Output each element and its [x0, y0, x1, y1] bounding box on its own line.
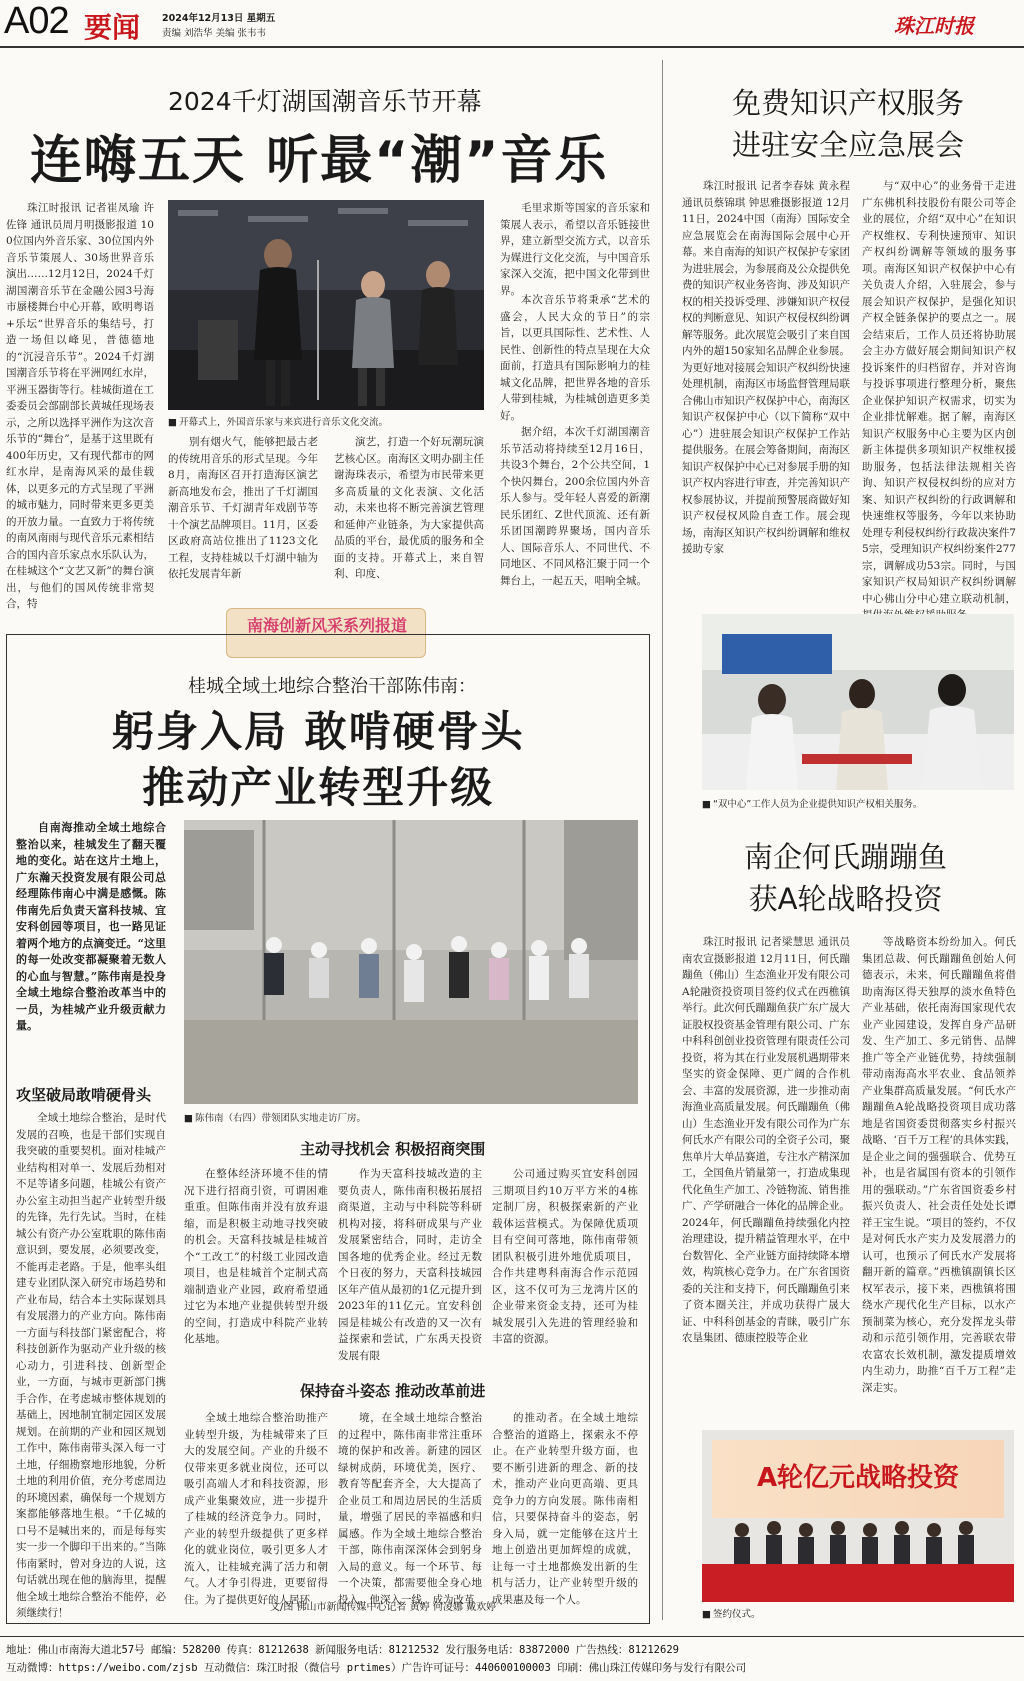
editor-credit: 责编 刘浩华 美编 张韦韦 [162, 28, 267, 39]
article3-sub2-col2: 作为天富科技城改造的主要负责人，陈伟南积极拓展招商渠道，主动与中科院等科研机构对接，将科研成果与产业发展紧密结合，同时，走访全国各地的优秀企业。经过无数个日夜的努力，天富科技城园区年产值从最初的1亿元提升到2023年的11亿元。宜安科创园是桂城公有改造的又一次有益探索和尝试，广东禹天投资发展有限 [338, 1168, 482, 1362]
footer-contact: 地址：佛山市南海大道北57号 邮编：528200 传真：81212638 新闻服务电话：81212532 发行服务电话：83872000 广告热线：81212629 [6, 1644, 679, 1656]
factory-visit-photo [184, 820, 638, 1104]
article3-sub2-col1: 在整体经济环境不佳的情况下进行招商引资，可谓困难重重。但陈伟南并没有放弃退缩，而是积极主动地寻找突破的机会。天富科技城是桂城首个“工改工”的村级工业园改造项目，也是桂城首个定制式高端制造业产业园，政府希望通过它为本地产业提供转型升级的空间，打造成中科院产业转化基地。 [184, 1168, 328, 1345]
footer-license: 互动微博：https://weibo.com/zjsb 互动微信：珠江时报（微信号 prtimes）广告许可证号：440600100003 印刷：佛山珠江传媒印务与发行有限公司 [6, 1662, 747, 1674]
article3-sub1-text: 全域土地综合整治，是时代发展的召唤，也是干部们实现自我突破的重要契机。面对桂城产业结构相对单一、发展后劲相对不足等诸多问题，桂城公有资产办公室主动担当起产业转型升级的先锋，先行先试。当时，在桂城公有资产办公室耽职的陈伟南意识到，要发展，必须要改变，不能再走老路。于是，他率头组建专业团队深入研究市场趋势和产业布局，结合本土实际谋划具有发展潜力的产业方向。陈伟南一方面与科技部门紧密配合，将科技创新作为驱动产业升级的核心动力，引进科技、创新型企业，一方面，与城市更新部门携手合作，在考虑城市整体规划的基础上，因地制宜制定园区发展规划。在前期的产业和园区规划工作中，陈伟南带头深入每一寸土地，仔细勘察地形地貌，分析土地的利用价值，充分考虑周边的环境因素，确保每一个规划方案都能够落地生根。“千亿城的口号不是喊出来的，而是每每实实一步一个脚印干出来的。”当陈伟南紧时，曾对身边的人说，这句话就出现在他的脑海里，提醒他全域土地综合整治不能停，必须继续行！ [16, 1112, 166, 1619]
article1-text-col3: 演艺，打造一个好玩潮玩演艺核心区。南海区文明办副主任谢海珠表示，希望为市民带来更多高质量的文化表演、文化活动，未来也将不断完善演艺管理和延伸产业链条，为大家提供高品质的平台，最优质的服务和全面的支持。开幕式上，来自智利、印度、 [334, 436, 484, 580]
article1-text-col5: 据介绍，本次千灯湖国潮音乐节活动将持续至12月16日，共设3个舞台，2个公共空间，1个快闪舞台，200余位国内外音乐人参与。受年轻人喜爱的新潮民乐团红、Z世代顶流、还有新乐团国潮跨界聚场，国内音乐人、国际音乐人、不同世代、不同地区、不同风格汇聚于同一个舞台上，一起五天，唱响全城。 [500, 426, 650, 587]
article3-byline: 文/图 佛山市新闻传媒中心记者 黄婷 何凌娜 戴欢婷 [270, 1602, 497, 1613]
ip-service-photo [702, 614, 1014, 790]
article1-text-col2: 别有烟火气，能够把最古老的传统用音乐的形式呈现。今年8月，南海区召开打造海区演艺新高地发布会，推出了千灯湖国潮音乐节、千灯湖青年戏剧节等十个演艺品牌项目。11月，区委区政府高站位推出了1123文化工程，支持桂城以千灯湖中轴为依托发展青年新 [168, 436, 318, 580]
article4-text-col1: 珠江时报讯 记者梁慧思 通讯员南农宣摄影报道 12月11日，何氏蹦蹦鱼（佛山）生态渔业开发有限公司A轮融资投资项目签约仪式在西樵镇举行。此次何氏蹦蹦鱼获广东广晟大证股权投资基金管理有限公司、广东中科科创创业投资管理有限责任公司投资，将为其在行业发展机遇期带来坚实的资金保障、更广阔的合作机会、丰富的发展资源，进一步推动南海渔业高质量发展。何氏蹦蹦鱼（佛山）生态渔业开发有限公司作为广东何氏水产有限公司的全资子公司，聚焦单片大单品赛道，专注水产精深加工，全国鱼片销量第一，打造成集现代化鱼生产加工、冷链物流、销售推广、产学研融合一体化的品牌企业。2024年，何氏蹦蹦鱼持续强化内控治理建设，提升精益管理水平，在中台数智化、全产业链方面持续降本增效，构筑核心竞争力。在广东省国资委的关注和支持下，何氏蹦蹦鱼引来了资本圈关注，并成功获得广晟大证、中科科创基金的青睐，吸引广东农垦集团、德康控股等企业 [682, 936, 850, 1344]
article4-text-col2: 等战略资本纷纷加入。何氏集团总裁、何氏蹦蹦鱼创始人何德表示，未来，何氏蹦蹦鱼将借助南海区得天独厚的淡水鱼特色产业基础，依托南海国家现代农业产业园建设，发挥自身产品研发、生产加工、多元销售、品牌推广等全产业链优势，持续强制带动南海高水平农业、食品领养产业集群高质量发展。“何氏水产蹦蹦鱼A轮战略投资项目成功落地是省国资委贯彻落实乡村振兴战略、‘百千万工程’的具体实践，是企业之间的强强联合、优势互补，也是省属国有资本的引领作用的强联动。”广东省国资委乡村振兴负责人、社会责任处处长谭祥王宝生说。“项目的签约，不仅是对何氏水产实力及发展潜力的认可，也预示了何氏水产发展将翻开新的篇章。”西樵镇副镇长区权军表示，接下来，西樵镇将围绕水产现代化生产目标，以水产预制菜为核心，充分发挥龙头带动和示范引领作用，完善联农带农富农长效机制，激发提质增效内生动力，助推“百千万工程”走深走实。 [862, 936, 1016, 1394]
article4-headline: 南企何氏蹦蹦鱼 获A轮战略投资 [744, 840, 948, 916]
article1-headline: 连嗨五天 听最“潮”音乐 [30, 131, 609, 191]
header-rule [0, 46, 1024, 48]
series-badge-text: 南海创新风采系列报道 [246, 616, 407, 635]
footer-rule [0, 1636, 1024, 1637]
signing-photo-caption: ■ 签约仪式。 [702, 1606, 761, 1620]
article3-sub3: 保持奋斗姿态 推动改革前进 [300, 1382, 486, 1400]
factory-visit-photo-caption: ■ 陈伟南（右四）带领团队实地走访厂房。 [184, 1110, 366, 1124]
article1-kicker: 2024千灯湖国潮音乐节开幕 [168, 87, 482, 116]
ip-service-photo-caption: ■ “双中心”工作人员为企业提供知识产权相关服务。 [702, 796, 922, 810]
opening-photo-caption: ■ 开幕式上，外国音乐家与来宾进行音乐文化交流。 [168, 414, 388, 428]
article3-kicker: 桂城全域土地综合整治干部陈伟南： [188, 676, 476, 697]
opening-photo [168, 200, 484, 410]
article3-sub3-col3: 的推动者。在全域土地综合整治的道路上，探索永不停止。在产业转型升级方面，也要不断引进新的理念、新的技术，推动产业向更高端、更具竞争力的方向发展。陈伟南相信，只要保持奋斗的姿态，躬身入局，就一定能够在这片土地上创造出更加辉煌的成就，让每一寸土地都焕发出新的生机与活力，让产业转型升级的成果惠及每一个人。 [492, 1412, 638, 1606]
column-divider [662, 60, 663, 1620]
article2-headline: 免费知识产权服务 进驻安全应急展会 [732, 86, 965, 162]
issue-date: 2024年12月13日 星期五 [162, 13, 276, 24]
article2-text-col2: 与“双中心”的业务骨干走进广东佛机科技股份有限公司等企业的展位，介绍“双中心”在知识产权维权、专利快速预审、知识产权纠纷调解等领域的服务事项。南海区知识产权保护中心有关负责人介绍，入驻展会，参与展会知识产权保护，是强化知识产权全链条保护的要点之一。展会结束后，工作人员还将协助展会主办方做好展会期间知识产权投诉案件的归档留存，并对咨询与投诉事项进行整理分析，聚焦企业保护知识产权需求，切实为企业排忧解难。据了解，南海区知识产权服务中心主要为区内创新主体提供多项知识产权维权援助服务，包括法律法规相关咨询、知识产权侵权纠纷的应对方案、知识产权纠纷的行政调解和快速维权等服务，今年以来协助处理专利侵权纠纷行政裁决案件75宗，受理知识产权纠纷案件277宗，调解成功53宗。同时，与国家知识产权局知识产权纠纷调解中心佛山分中心建立联动机制， [862, 180, 1016, 605]
signing-photo [702, 1430, 1014, 1602]
article3-sub3-col1: 全域土地综合整治助推产业转型升级，为桂城带来了巨大的发展空间。产业的升级不仅带来更多就业岗位，还可以吸引高端人才和科技资源，形成产业集聚效应，进一步提升了桂城的经济竞争力。同时，产业的转型升级提供了更多样化的就业岗位，吸引更多人才流入，让桂城充满了活力和朝气。人才争引得进，更要留得住。为了提供更好的人居环 [184, 1412, 328, 1606]
article1-text-col4b: 本次音乐节将秉承“艺术的盛会，人民大众的节日”的宗旨，以更具国际性、艺术性、人民性、创新性的特点呈现在大众面前，打造具有国际影响力的桂城文化品牌，把世界各地的音乐人带到桂城，为桂城创造更多美好。 [500, 294, 650, 422]
article3-sub1: 攻坚破局敢啃硬骨头 [16, 1086, 152, 1104]
article1-text-col4a: 毛里求斯等国家的音乐家和策展人表示，希望以音乐链接世界，建立新型交流方式，以音乐为媒进行文化交流，与中国音乐家深入交流，把中国文化带到世界。 [500, 202, 650, 297]
signing-banner-text: A轮亿元战略投资 [756, 1463, 960, 1493]
section-name: 要闻 [84, 11, 141, 44]
article3-sub2-col3: 公司通过购买宜安科创园三期项目约10万平方米的4栋定制厂房，积极探索新的产业载体运营模式。为保障优质项目有空间可落地，陈伟南带领团队积极引进外地优质项目，合作共建粤科南海合作示范园区，这不仅可为三龙湾片区的企业带来资金支持，还可为桂城发展引入先进的管理经验和丰富的资源。 [492, 1168, 638, 1345]
article3-lead: 自南海推动全域土地综合整治以来，桂城发生了翻天覆地的变化。站在这片土地上，广东瀚天投资发展有限公司总经理陈伟南心中满是感慨。陈伟南先后负责天富科技城、宜安科创园等项目，也一路见证着两个地方的点滴变迁。“这里的每一处改变都凝聚着无数人的心血与智慧。”陈伟南是投身全域土地综合整治改革当中的一员，为桂城产业升级贡献力量。 [16, 821, 166, 1032]
page-number: A02 [4, 0, 69, 42]
article3-headline: 躬身入局 敢啃硬骨头 推动产业转型升级 [112, 707, 525, 812]
article3-sub3-col2: 境，在全域土地综合整治的过程中，陈伟南非常注重环境的保护和改善。新建的园区绿树成荫，环境优美，医疗、教育等配套齐全，大大提高了企业员工和周边居民的生活质量，增强了居民的幸福感和归属感。作为全域土地综合整治干部，陈伟南深深体会到躬身入局的意义。每一个环节、每一个决策，都需要他全身心地投入。他深入一线，成为改革 [338, 1412, 482, 1606]
article1-text-col1: 珠江时报讯 记者崔凤瑜 许佐锋 通讯员周月明摄影报道 100位国内外音乐家、30位国内外音乐节策展人、30场世界音乐演出……12月12日，2024千灯湖国潮音乐节在金融公园3号海市蜃楼舞台中心开幕，欧明粤语+乐坛“世界音乐的集结号，打造一场但以峰见，普德德地的“沉浸音乐节”。2024千灯湖国潮音乐节将在平洲网红水岸，平洲玉器街等行。桂城街道在工委委员会部副部长黄城任现场表示，之所以选择平洲作为这次音乐节的“舞台”，是基于这里既有400年历史，又有现代都市的网红水岸，是南海风采的最佳载体，以更多元的方式呈现了平洲的城市魅力，同时带来更多更美的开放力量。一直致力于将传统的南风南雨与现代音乐元素相结合的国内音乐家点水乐队认为，在桂城这个“文艺又新”的舞台演出，与他们的国风传统非常契合，特 [6, 202, 154, 610]
newspaper-logo: 珠江时报 [894, 14, 974, 38]
article2-text-col1: 珠江时报讯 记者李春妹 黄永程 通讯员蔡锦琪 钟思雅摄影报道 12月11日，2024中国（南海）国际安全应急展览会在南海国际会展中心开幕。来自南海的知识产权保护专家团为进驻展会，为参展商及公众提供免费的知识产权业务咨询、涉及知识产权的相关投诉受理、涉嫌知识产权侵权的判断意见、知识产权侵权纠纷调解等服务。此次展览会吸引了来自国内外的超150家知名品牌企业参展。为更好地对接展会知识产权纠纷快速处理机制，南海区市场监督管理局联合佛山市知识产权保护中心，南海区知识产权保护中心（以下简称“双中心”）进驻展会知识产权保护工作站提供服务。在展会筹备期间，南海区知识产权保护中心已对参展手册的知识产权内容进行审查，并完善知识产权参展协议，并提前预警展商做好知识产权侵权风险自查工作。展会现场，南海区知识产权纠纷调解和维权援助专家 [682, 180, 850, 555]
article3-sub2: 主动寻找机会 积极招商突围 [300, 1140, 486, 1158]
